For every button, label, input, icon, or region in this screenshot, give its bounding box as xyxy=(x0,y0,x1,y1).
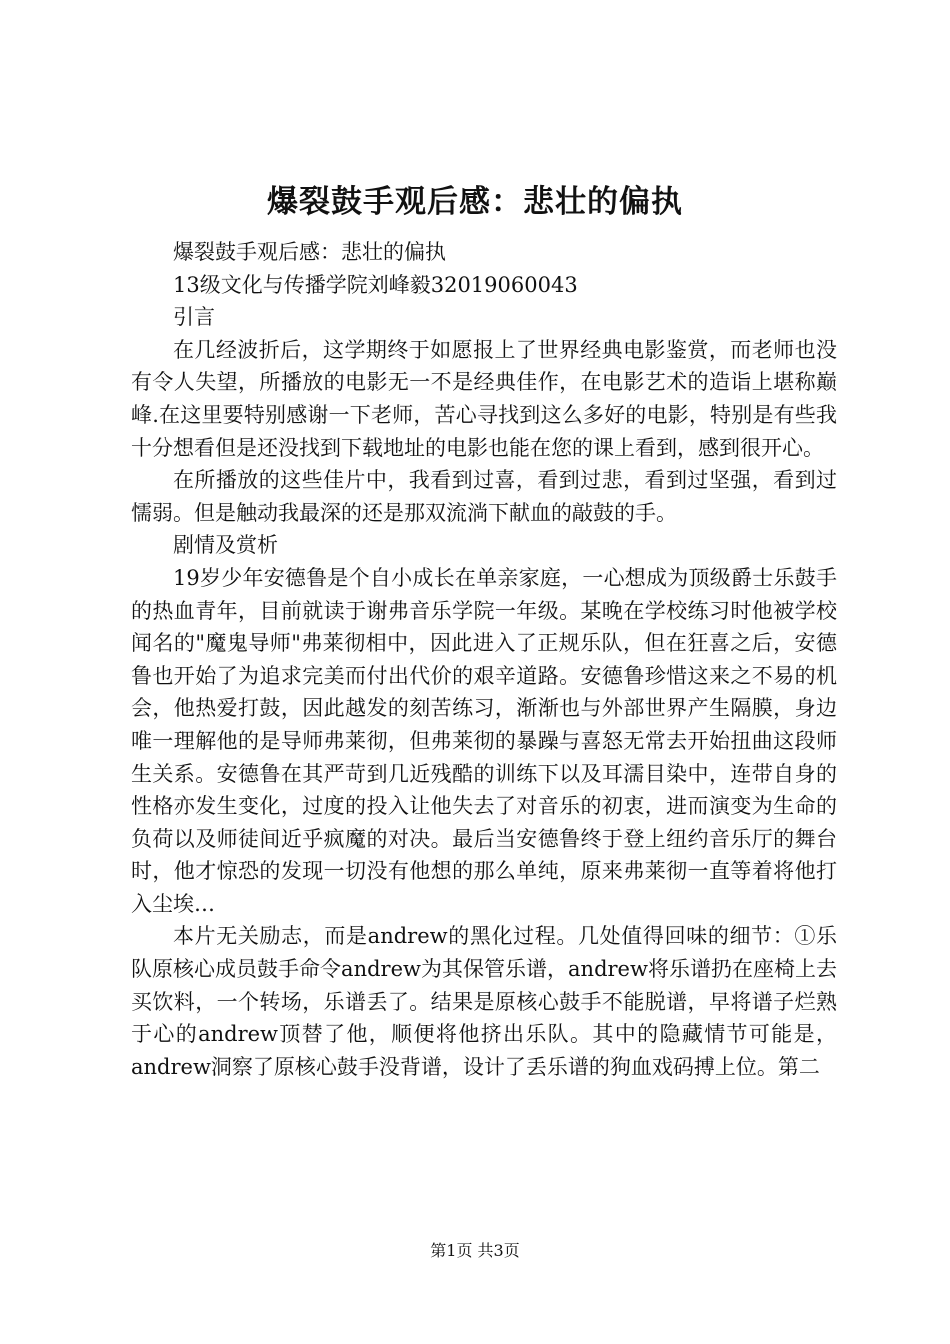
paragraph-plot: 19岁少年安德鲁是个自小成长在单亲家庭，一心想成为顶级爵士乐鼓手的热血青年，目前就读于谢弗音乐学院一年级。某晚在学校练习时他被学校闻名的"魔鬼导师"弗莱彻相中，因此进入了正规乐队，但在狂喜之后，安德鲁也开始了为追求完美而付出代价的艰辛道路。安德鲁珍惜这来之不易的机会，他热爱打鼓，因此越发的刻苦练习，渐渐也与外部世界产生隔膜，身边唯一理解他的是导师弗莱彻，但弗莱彻的暴躁与喜怒无常去开始扭曲这段师生关系。安德鲁在其严苛到几近残酷的训练下以及耳濡目染中，连带自身的性格亦发生变化，过度的投入让他失去了对音乐的初衷，进而演变为生命的负荷以及师徒间近乎疯魔的对决。最后当安德鲁终于登上纽约音乐厅的舞台时，他才惊恐的发现一切没有他想的那么单纯，原来弗莱彻一直等着将他打入尘埃… xyxy=(131,565,837,916)
section-heading-intro: 引言 xyxy=(173,305,215,330)
paragraph-author: 13级文化与传播学院刘峰毅32019060043 xyxy=(173,272,578,297)
page-footer: 第1页 共3页 xyxy=(430,1241,520,1260)
paragraph-intro-1: 在几经波折后，这学期终于如愿报上了世界经典电影鉴赏，而老师也没有令人失望，所播放的电影无一不是经典佳作，在电影艺术的造诣上堪称巅峰.在这里要特别感谢一下老师，苦心寻找到这么多好的电影，特别是有些我十分想看但是还没找到下载地址的电影也能在您的课上看到，感到很开心。 xyxy=(131,337,837,460)
paragraph-subtitle: 爆裂鼓手观后感：悲壮的偏执 xyxy=(173,240,446,264)
paragraph-intro-2: 在所播放的这些佳片中，我看到过喜，看到过悲，看到过坚强，看到过懦弱。但是触动我最深的还是那双流淌下献血的敲鼓的手。 xyxy=(131,468,837,525)
page-title: 爆裂鼓手观后感：悲壮的偏执 xyxy=(267,184,683,220)
document-body xyxy=(131,236,837,1083)
paragraph-analysis: 本片无关励志，而是andrew的黑化过程。几处值得回味的细节：①乐队原核心成员鼓手命令andrew为其保管乐谱，andrew将乐谱扔在座椅上去买饮料，一个转场，乐谱丢了。结果是原核心鼓手不能脱谱，早将谱子烂熟于心的andrew顶替了他，顺便将他挤出乐队。其中的隐藏情节可能是，andrew洞察了原核心鼓手没背谱，设计了丢乐谱的狗血戏码搏上位。第二 xyxy=(131,924,837,1079)
section-heading-plot: 剧情及赏析 xyxy=(173,533,278,558)
